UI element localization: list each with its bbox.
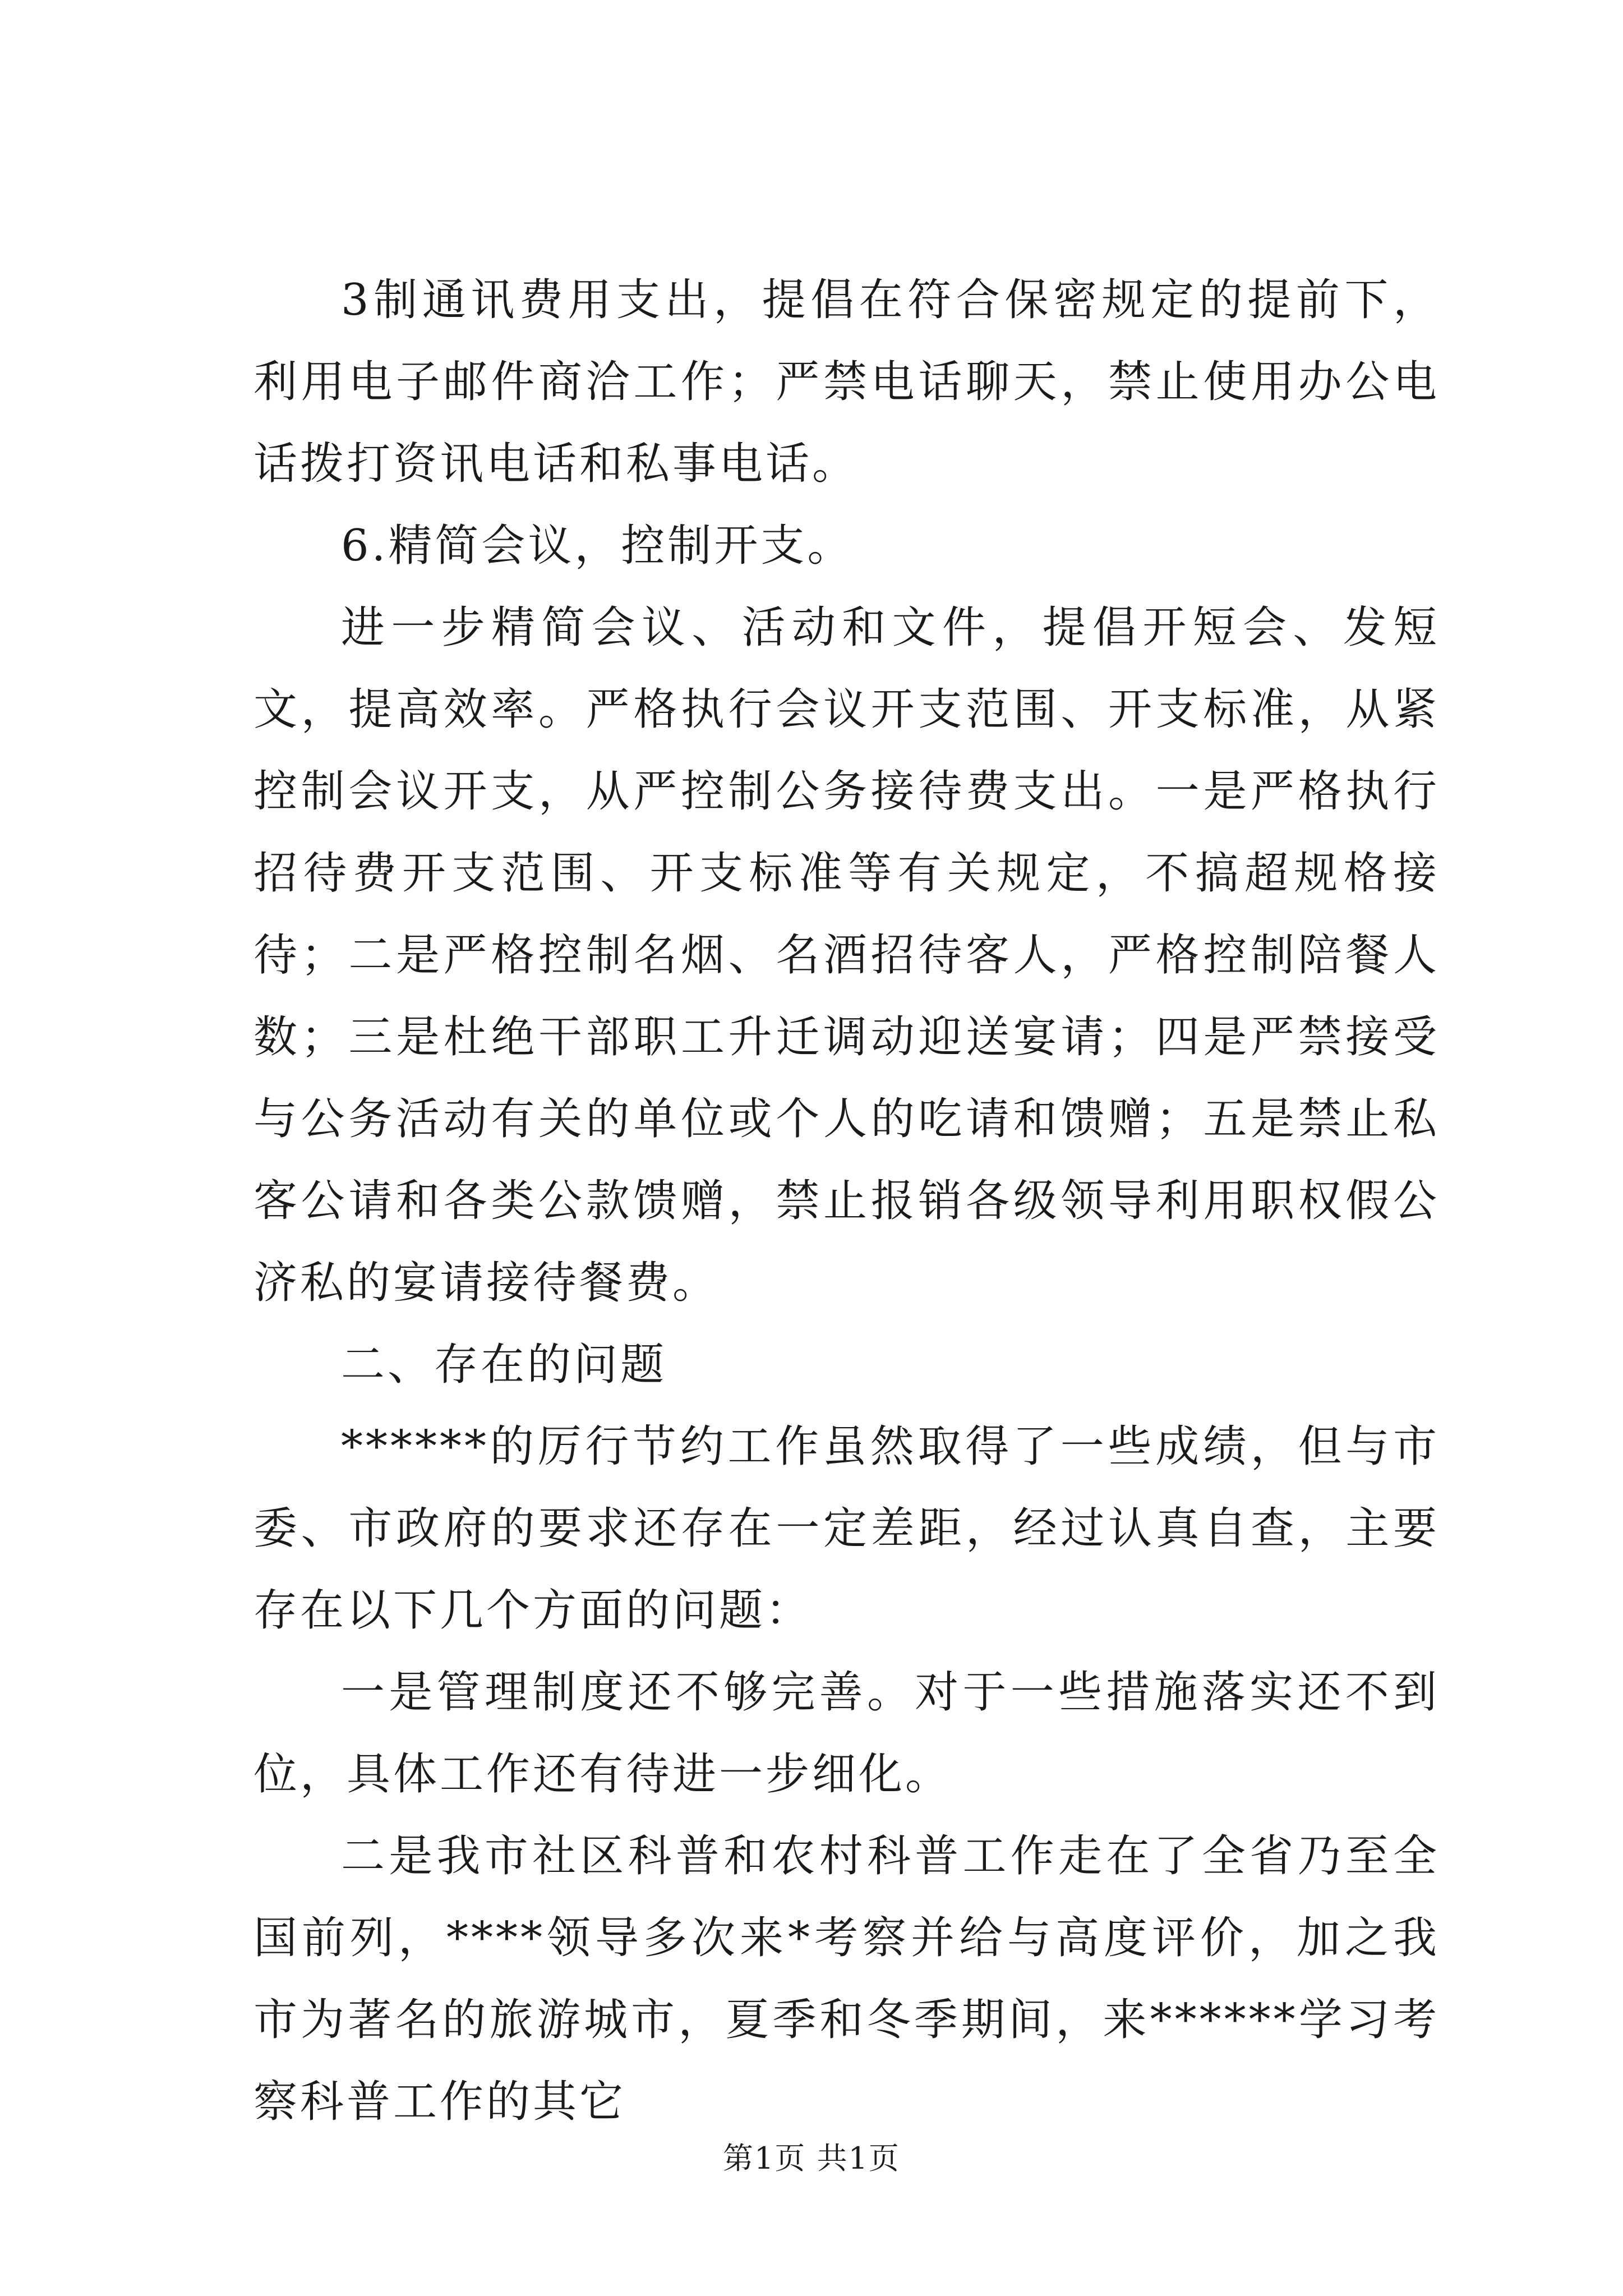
page-number: 第1页 共1页 bbox=[723, 2141, 900, 2176]
paragraph-meeting-expenses: 进一步精简会议、活动和文件，提倡开短会、发短文，提高效率。严格执行会议开支范围、开支标准，从紧控制会议开支，从严控制公务接待费支出。一是严格执行招待费开支范围、开支标准等有关规定，不搞超规格接待；二是严格控制名烟、名酒招待客人，严格控制陪餐人数；三是杜绝干部职工升迁调动迎送宴请；四是严禁接受与公务活动有关的单位或个人的吃请和馈赠；五是禁止私客公请和各类公款馈赠，禁止报销各级领导利用职权假公济私的宴请接待餐费。 bbox=[253, 602, 1440, 1308]
paragraph-problem-one: 一是管理制度还不够完善。对于一些措施落实还不到位，具体工作还有待进一步细化。 bbox=[253, 1667, 1440, 1800]
section-heading-problems: 二、存在的问题 bbox=[341, 1340, 667, 1390]
document-body bbox=[253, 259, 1440, 2143]
paragraph-problem-two: 二是我市社区科普和农村科普工作走在了全省乃至全国前列，****领导多次来*考察并给与高度评价，加之我市为著名的旅游城市，夏季和冬季期间，来******学习考察科普工作的其它 bbox=[253, 1831, 1440, 2127]
page-footer bbox=[0, 2136, 1623, 2181]
paragraph-communication-expenses: 3制通讯费用支出，提倡在符合保密规定的提前下，利用电子邮件商洽工作；严禁电话聊天，禁止使用办公电话拨打资讯电话和私事电话。 bbox=[253, 275, 1440, 489]
paragraph-problems-intro: ******的厉行节约工作虽然取得了一些成绩，但与市委、市政府的要求还存在一定差距，经过认真自查，主要存在以下几个方面的问题： bbox=[253, 1421, 1440, 1636]
paragraph-heading-meetings: 6.精简会议，控制开支。 bbox=[341, 521, 854, 571]
